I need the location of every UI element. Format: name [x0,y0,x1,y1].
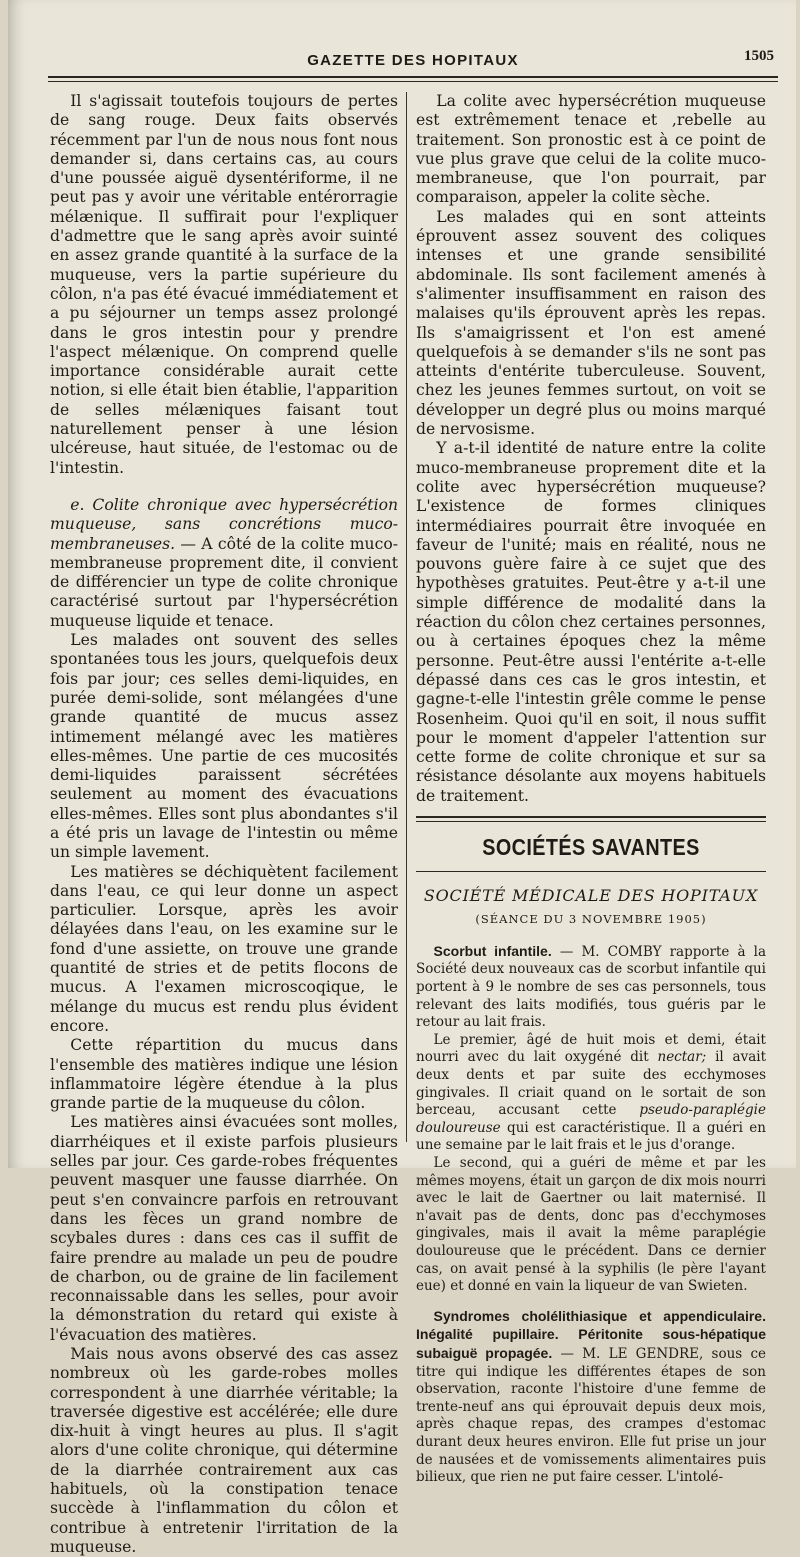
header-rule [48,76,778,78]
report-item [416,1308,766,1487]
text-run: qui est caractéristique. Il a guéri en une semaine par le lait frais et le jus d'orange. [416,1119,766,1154]
running-title: GAZETTE DES HOPITAUX [307,52,519,69]
right-column [416,92,766,1487]
session-date: (SÉANCE DU 3 NOVEMBRE 1905) [475,911,707,926]
paragraph: La colite avec hypersécrétion muqueuse est extrêmement tenace et ,rebelle au traitement. Son pronostic est à ce point de vue plus grave que celui de la colite muco-membraneuse, que l'on pourrait, par comparaison, appeler la colite sèche. [416,92,766,207]
header-rule-thin [48,81,778,82]
item-heading: Scorbut infantile. [433,942,552,959]
paragraph: Les matières ainsi évacuées sont molles, diarrhéiques et il existe parfois plusieurs selles par jour. Ces garde-robes fréquentes peuvent masquer une fausse diarrhée. On peut s'en convaincre parfois en retrouvant dans les fèces un grand nombre de scybales dures : dans ces cas il suffit de faire prendre au malade un peu de poudre de charbon, ou de graine de lin facilement reconnaissable dans les selles, pour avoir la démonstration du retard qui existe à l'évacuation des matières. [50,1113,398,1344]
society-title: SOCIÉTÉ MÉDICALE DES HOPITAUX [423,886,759,906]
text-run: Le premier, âgé de huit mois et demi, était nourri avec du lait oxygéné dit [416,1031,766,1066]
left-column [50,92,398,1557]
item-heading: Syndromes cholélithiasique et appendiculaire. Inégalité pupillaire. Péritonite sous-hépatique subaiguë propagée. [416,1307,766,1361]
page-number: 1505 [744,48,774,64]
paragraph: Mais nous avons observé des cas assez nombreux où les garde-robes molles correspondent à une diarrhée véritable; la traversée digestive est accélérée; elle dure dix-huit à vingt heures au plus. Il s'agit alors d'une colite chronique, qui détermine de la diarrhée contrairement aux cas habituels, où la constipation tenace succède à l'inflammation du côlon et contribue à entretenir l'irritation de la muqueuse. [50,1345,398,1556]
italic-term: nectar; [657,1049,707,1066]
item-text: — M. LE GENDRE, sous ce titre qui indique les différentes étapes de son observation, raconte l'histoire d'une femme de trente-neuf ans qui éprouvait depuis deux mois, après chaque repas, des crampes d'estomac durant deux heures environ. Elle fut prise un jour de nausées et de vomissements alimentaires puis bilieux, que rien ne put faire cesser. L'intolé- [416,1345,766,1486]
report-paragraph: Le second, qui a guéri de même et par les mêmes moyens, était un garçon de dix mois nourri avec le lait de Gaertner ou lait maternisé. Il n'avait pas de dents, donc pas d'ecchymoses gingivales, mais il avait la même paraplégie douloureuse que le précédent. Dans ce dernier cas, on avait pensé à la syphilis (le père l'ayant eue) et donné en vain la liqueur de van Swieten. [416,1155,766,1295]
report-item [416,943,766,1032]
text-run: il avait deux dents et par suite des ecchymoses gingivales. Il criait quand on le sortait de son berceau, accusant cette [416,1049,767,1119]
paragraph: Les matières se déchiquètent facilement dans l'eau, ce qui leur donne un aspect particulier. Lorsque, après les avoir délayées dans l'eau, on les examine sur le fond d'une assiette, on trouve une grande quantité de stries et de petits flocons de mucus. A l'examen microscoqique, le mélange du mucus est rendu plus évident encore. [50,862,398,1035]
item-text: — M. COMBY rapporte à la Société deux nouveaux cas de scorbut infantile qui portent à 9 le nombre de ses cas personnels, tous relevant des laits modifiés, tous guéris par le retour au lait frais. [416,943,767,1031]
paragraph: Les malades ont souvent des selles spontanées tous les jours, quelquefois deux fois par jour; ces selles demi-liquides, en purée demi-solide, sont mélangées d'une grande quantité de mucus assez intimement mélangé avec les matières elles-mêmes. Une partie de ces mucosités demi-liquides paraissent sécrétées seulement au moment des évacuations elles-mêmes. Elles sont plus abondantes s'il a été pris un lavage de l'intestin ou même un simple lavement. [50,631,398,862]
page-header [48,44,778,94]
journal-page [8,0,796,1556]
section-title: SOCIÉTÉS SAVANTES [482,833,700,860]
subsection-heading-paragraph [50,496,398,631]
paragraph: Il s'agissait toutefois toujours de pertes de sang rouge. Deux faits observés récemment par l'un de nous nous font nous demander si, dans certains cas, au cours d'une poussée aiguë dysentériforme, il ne peut pas y avoir une véritable entérorragie mélænique. Il suffirait pour l'expliquer d'admettre que le sang après avoir suinté en assez grande quantité à la surface de la muqueuse, vers la partie supérieure du côlon, n'a pas été évacué immédiatement et a pu séjourner un temps assez prolongé dans le gros intestin pour y prendre l'aspect mélænique. On comprend quelle importance considérable aurait cette notion, si elle était bien établie, l'apparition de selles mélæniques faisant tout naturellement penser à une lésion ulcéreuse, haut située, de l'estomac ou de l'intestin. [50,92,398,477]
italic-term: pseudo-paraplégie douloureuse [416,1102,766,1136]
section-rule-thin [416,821,766,822]
society-report [416,943,766,1487]
section-rule-bottom [416,871,766,872]
column-divider [406,92,407,1142]
paragraph: Cette répartition du mucus dans l'ensemble des matières indique une lésion inflammatoire légère étendue à la plus grande partie de la muqueuse du côlon. [50,1036,398,1113]
section-rule [416,816,766,818]
subsection-title: e. Colite chronique avec hypersécrétion muqueuse, sans concrétions muco-membraneuses. [50,495,398,553]
report-paragraph [416,1032,766,1155]
paragraph-text: — A côté de la colite muco-membraneuse proprement dite, il convient de différencier un type de colite chronique caractérisé surtout par l'hypersécrétion muqueuse liquide et tenace. [50,534,398,630]
paragraph: Les malades qui en sont atteints éprouvent assez souvent des coliques intenses et une grande sensibilité abdominale. Ils sont facilement amenés à s'alimenter insuffisamment en raison des malaises qu'ils éprouvent après les repas. Ils s'amaigrissent et l'on est amené quelquefois à se demander s'ils ne sont pas atteints d'entérite tuberculeuse. Souvent, chez les jeunes femmes surtout, on voit se développer un degré plus ou moins marqué de nervosisme. [416,207,766,439]
paragraph: Y a-t-il identité de nature entre la colite muco-membraneuse proprement dite et la colite avec hypersécrétion muqueuse? L'existence de formes cliniques intermédiaires pourrait être invoquée en faveur de l'unité; mais en réalité, nous ne pouvons guère faire à ce sujet que des hypothèses gratuites. Peut-être y a-t-il une simple différence de modalité dans la réaction du côlon chez certaines personnes, ou à certaines époques chez la même personne. Peut-être aussi l'entérite a-t-elle dépassé dans ces cas le gros intestin, et gagne-t-elle l'intestin grêle comme le pense Rosenheim. Quoi qu'il en soit, il nous suffit pour le moment d'appeler l'attention sur cette forme de colite chronique et sur sa résistance désolante aux moyens habituels de traitement. [416,439,766,805]
